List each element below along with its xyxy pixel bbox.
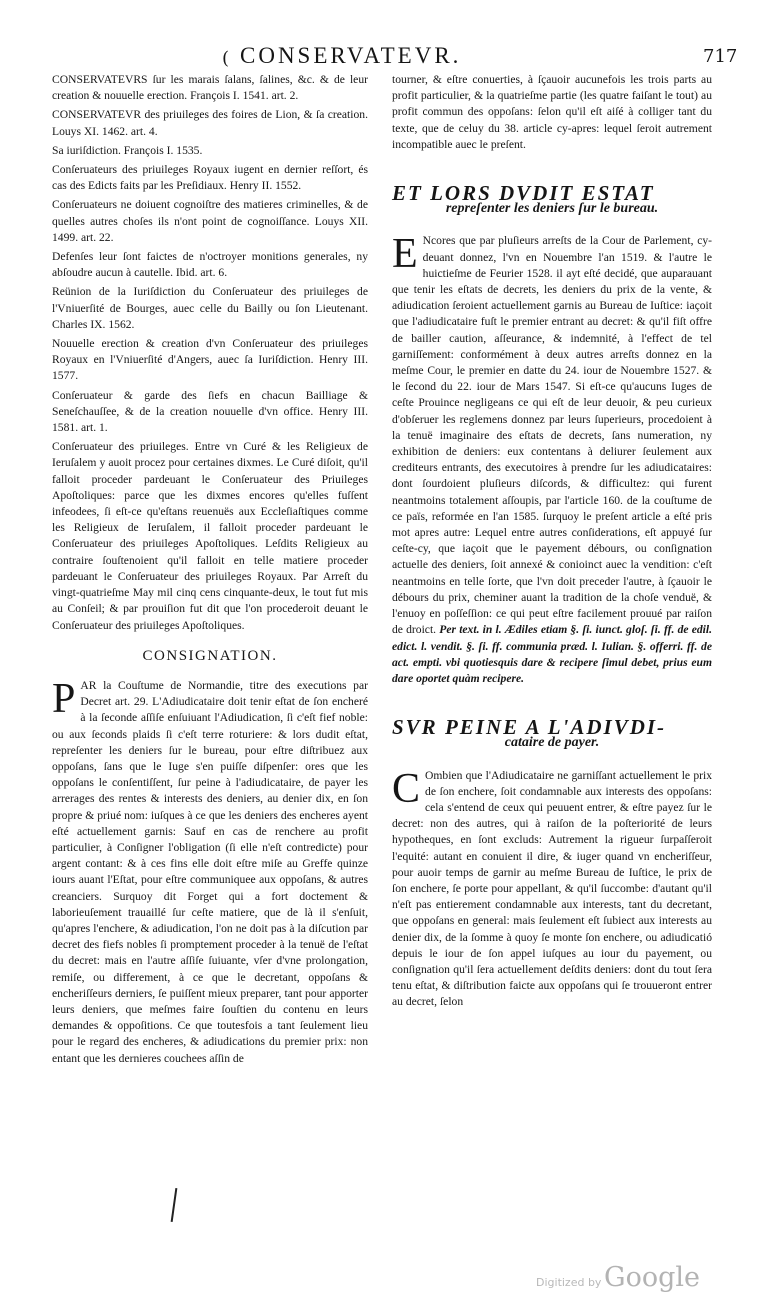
index-entry: Nouuelle erection & creation d'vn Conſeruateur des priuileges Royaux en l'Vniuerſité d'Angers, auec ſa Iuriſdiction. Henry III. 1577. [52, 337, 368, 383]
page-title: CONSERVATEVR. [240, 43, 462, 68]
section-heading-estat: ET LORS DVDIT ESTAT [392, 181, 655, 206]
running-head [0, 40, 773, 68]
index-entry: CONSERVATEVR des priuileges des foires de Lion, & ſa creation. Louys XI. 1462. art. 4. [52, 108, 368, 138]
ink-mark [171, 1188, 178, 1222]
peine-text: Ombien que l'Adiudicataire ne garniſſant actuellement le prix de ſon enchere, ſoit condamnable aux interests des oppoſans: cela s'entend de ceux qui peuuent entrer, & eſtre payez ſur le decret: non des autres, qui à raiſon de la poſteriorité de leurs hypotheques, en ſont excluds: Autrement la rigueur ſurpaſſeroit l'equité: autant en conuient il dire, & iuger quand vn encheriſſeur, pour auoir temps de garnir au meſme Bureau de Iuſtice, le prix de ſon enchere, ſe porte pour appellant, & qu'il ſuccombe: d'autant qu'il n'eſt pas entierement condamnable aux interests, tant du decretant, que oppoſans en general: mais ſeulement eſt ſubiect aux interests au denier dix, de la ſomme à quoy ſe monte ſon enchere, ou adiudicatió depuis le iour de ſon appel iuſques au iour du payement, ou conſignation qu'il ſera actuellement deſdits deniers: dont du tout ſera tenu eſtat, & diſtribution faicte aux oppoſans qui ſe trouueront entrer au decret, ſelon [392, 768, 712, 1009]
estat-paragraph [392, 233, 712, 687]
section-subheading-peine: cataire de payer. [504, 735, 600, 751]
index-entry: Conſeruateurs des priuileges Royaux iugent en dernier reſſort, és cas des Edicts faits par les Preſidiaux. Henry II. 1552. [52, 163, 368, 193]
continuation-paragraph: tourner, & eſtre conuerties, à ſçauoir aucunefois les trois parts au profit particulier, & la quatrieſme partie (les quatre faiſant le tout) au profit commun des oppoſans: ſelon qu'il eſt aiſé à colliger tant du texte, que de celuy du 38. article cy-apres: lequel ſeroit autrement incompatible auec le preſent. [392, 73, 712, 151]
index-entry: Defenſes leur ſont faictes de n'octroyer monitions generales, ny abſoudre aucun à cautelle. Ibid. art. 6. [52, 250, 368, 280]
peine-paragraph [392, 765, 712, 1011]
index-entry: Conſeruateurs ne doiuent cognoiſtre des matieres criminelles, & de quelles autres choſes ils n'ont point de cognoiſſance. Louys XII. 1499. art. 22. [52, 198, 368, 244]
drop-cap: C [392, 765, 421, 812]
section-subheading-estat: repreſenter les deniers ſur le bureau. [445, 201, 659, 217]
watermark-google-logo: Google [604, 1262, 700, 1293]
index-entry: Sa iuriſdiction. François I. 1535. [52, 143, 203, 157]
index-entry: Conſeruateur & garde des ſiefs en chacun Bailliage & Seneſchauſſee, & de la creation nouuelle d'vn office. Henry III. 1581. art. 1. [52, 388, 368, 435]
section-heading-peine: SVR PEINE A L'ADIVDI- [392, 715, 667, 740]
estat-text: Ncores que par pluſieurs arreſts de la Cour de Parlement, cy-deuant donnez, l'vn en Nouembre l'an 1519. & l'autre le huictieſme de Feurier 1528. il ayt eſté decidé, que auparauant que tenir les eſtats de decrets, les deniers du prix de la vente, & adiudication ſeroient actuellement garnis au Bureau de Iuſtice: iaçoit que l'adiudicataire fuſt le premier entrant au decret: & qu'il fiſt offre de bailler caution, aſſeurance, & indemnité, à l'effect de tel garniſſement: conformément à deux autres arreſts donnez en la meſme Cour, le premier en datte du 24. iour de Nouembre 1527. & le ſecond du 22. iour de Mars 1547. Si eſt-ce qu'aucuns Iuges de ceſte Prouince negligeans ce qui eſt de leur deuoir, & peu curieux d'obſeruer les reglemens donnez par leurs ſuperieurs, procedoient à la tenuë imaginaire des eſtats de decrets, ſans numeration, ny exhibition de deniers: eux contentans à deliurer ſeulement aux crediteurs entrants, des executoires à prendre ſur les adiudicataires: dont ſourdoient pluſieurs diſcords, & difficultez: qui furent neantmoins totalement aſſoupis, par l'article 160. de la couſtume de ce païs, reformée en l'an 1585. ſurquoy le preſent article a eſté pris mot apres autre: Lequel entre autres conſiderations, eſt appuyé ſur ceſte-cy, que iaçoit que le payement débours, ou conſignation actuelle des deniers, ſoit annexé & conioinct auec la vendition: c'eſt neantmoins en telle ſorte, que l'vn doit preceder l'autre, à ſçauoir le débours du prix, cheminer auant la tradition de la choſe venduë, & l'enuoy en poſſeſſion: ce qui peut eſtre facilement prouué par raiſon de droict. [392, 234, 712, 637]
drop-cap: E [392, 231, 418, 278]
section-heading-consignation: CONSIGNATION. [142, 647, 278, 664]
consignation-paragraph [52, 675, 368, 1067]
index-entry: CONSERVATEVRS ſur les marais ſalans, ſalines, &c. & de leur creation & nouuelle erection. François I. 1541. art. 2. [52, 73, 368, 103]
right-column [392, 72, 712, 1011]
header-parenthesis: ( [222, 48, 230, 69]
left-column [52, 72, 368, 1067]
index-entry: Conſeruateur des priuileges. Entre vn Curé & les Religieux de Ieruſalem y auoit procez pour certaines dixmes. Le Curé diſoit, qu'il falloit proceder pardeuant le Conſeruateur des Priuileges Apoſtoliques: parce que les dixmes encores qu'elles fuſſent infeodees, ſi eſt-ce qu'eſtans reuenuës aux Eccleſiaſtiques comme les Religieux de Ieruſalem, il falloit proceder pardeuant le Conſeruateur des priuileges Apoſtoliques. Leſdits Religieux au contraire ſouſtenoient qu'il falloit en telle matiere proceder pardeuant le Conſeruateur des priuileges Royaux. Par Arreſt du vingt-quatrieſme May mil cinq cens cinquante-deux, le tout fut mis au Conſeil; & par prouiſion fut dit que l'on procederoit deuant le Conſeruateur des priuileges Apoſtoliques. [52, 440, 368, 632]
consignation-text: AR la Couſtume de Normandie, titre des executions par Decret art. 29. L'Adiudicataire doit tenir eſtat de ſon encheré à la ſeconde aſſiſe enſuiuant l'Adiudication, ſi c'eſt fief noble: ou aux ſeconds plaids ſi c'eſt terre roturiere: & lors dudit eſtat, repreſenter les deniers ſur le bureau, pour eſtre diſtribuez aux oppoſans, ſans que le Iuge s'en puiſſe diſpenſer: ores que les oppoſans le conſentiſſent, ſur peine à l'adiudicataire, de payer les arrerages des rentes & interests des deniers, au denier dix, en ſon propre & priué nom: iuſques à ce que les deniers des encheres ayent eſté actuellement garnis: Sauf en cas de renchere au profit particulier, à Conſigner l'obligation (ſi elle n'eſt contredicte) pour argent contant: & à ces fins elle doit eſtre miſe au Greffe quinze iours auant l'Eſtat, pour eſtre communiquee aux oppoſans, & autres creanciers. Surquoy dit Forget qui a fort doctement & laborieuſement trauaillé ſur ceſte matiere, que de là il s'enſuit, qu'apres l'enchere, & adiudication, l'on ne doit pas à la diſcution par decret des fiefs nobles ſi promptement proceder à la tenuë de l'eſtat du decret: mais en l'autre aſſiſe ſuiuante, vſer d'vne prolongation, remiſe, ou differement, à ce que le decretant, oppoſans & encheriſſeurs derniers, ſe puiſſent mieux preparer, tant pour apporter leurs deniers, que meſmes faire ſouſtien du contenu en leurs demandes & oppoſitions. Ce que toutesfois a tant ſeulement lieu pour le regard des encheres, & adiudications du premier prix: non entant que les dernieres couchees aſſin de [52, 678, 368, 1065]
page-number: 717 [703, 46, 738, 67]
index-entry: Reünion de la Iuriſdiction du Conſeruateur des priuileges de l'Vniuerſité de Bourges, auec celle du Bailly ou ſon Lieutenant. Charles IX. 1562. [52, 285, 368, 331]
legal-citation: Per text. in l. Ædiles etiam §. ſi. iunct. gloſ. ſi. ff. de edil. edict. l. vendit. §. ſi. ff. communia præd. l. Iulian. §. offerri. ff. de act. empti. vbi quotiesquis dare & recipere ſimul debet, prius eum dare oportet quàm recipere. [392, 623, 712, 685]
drop-cap: P [52, 675, 76, 722]
watermark-digitized-text: Digitized by [536, 1276, 602, 1289]
